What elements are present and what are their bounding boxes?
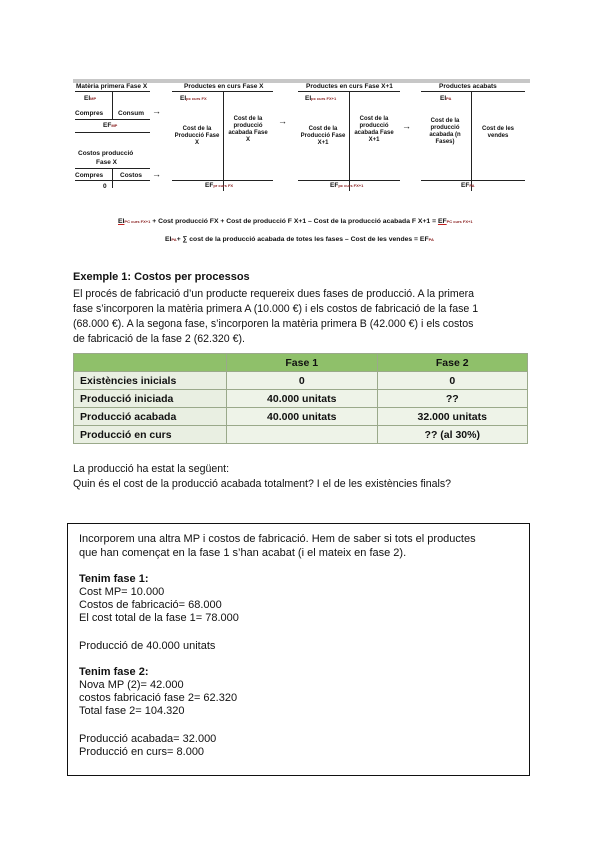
example-title: Exemple 1: Costos per processos (73, 271, 250, 283)
row-label: Producció iniciada (74, 390, 227, 408)
account1b-title-2: Fase X (96, 159, 117, 166)
account4-left: Cost de la producció acabada (n Fases) (429, 118, 461, 145)
answer-intro-1: Incorporem una altra MP i costos de fabricació. Hem de saber si tots el productes (79, 533, 476, 545)
phases-table (73, 353, 528, 444)
row-value-f1: 0 (227, 372, 378, 390)
phase2-line-1: Nova MP (2)= 42.000 (79, 679, 184, 691)
account4-right: Cost de les vendes (481, 126, 514, 139)
account1b-zero: 0 (103, 183, 107, 190)
arrow-icon: → (278, 116, 287, 126)
account1-compres: Compres (75, 110, 104, 117)
formula-1: EIPC curs FX+1 + Cost producció FX + Cost de producció F X+1 – Cost de la producció acabada F X+1 = EFPC curs FX+1 (118, 218, 473, 225)
account3-left: Cost de la Producció Fase X+1 (300, 126, 346, 146)
table-header-cell: Fase 2 (377, 354, 528, 372)
row-value-f1 (227, 426, 378, 444)
phase2-line-2: costos fabricació fase 2= 62.320 (79, 692, 238, 704)
account1b-title-1: Costos producció (78, 150, 134, 157)
after-table-line-1: La producció ha estat la següent: (73, 463, 230, 475)
row-value-f1: 40.000 unitats (227, 408, 378, 426)
account1b-compres: Compres (75, 172, 104, 179)
phase1-line-3: El cost total de la fase 1= 78.000 (79, 612, 239, 624)
account2-title: Productes en curs Fase X (184, 83, 264, 90)
account2-ei: EIpc curs FX (180, 95, 207, 102)
table-row (74, 390, 528, 408)
table-header-cell (74, 354, 227, 372)
answer-box (67, 523, 530, 776)
account2-left: Cost de la Producció Fase X (174, 126, 220, 146)
after-table-line-2: Quin és el cost de la producció acabada totalment? I el de les existències finals? (73, 478, 452, 490)
account3-right: Cost de la producció acabada Fase X+1 (354, 116, 394, 143)
example-line-2: fase s’incorporen la matèria primera A (10.000 €) i els costos de fabricació de la fase 1 (73, 303, 479, 315)
row-value-f2: 0 (377, 372, 528, 390)
row-label: Existències inicials (74, 372, 227, 390)
row-value-f1: 40.000 unitats (227, 390, 378, 408)
phase1-line-1: Cost MP= 10.000 (79, 586, 165, 598)
account4-ei: EIPA (440, 95, 452, 102)
answer-intro-2: que han començat en la fase 1 s’han acabat (i el mateix en fase 2). (79, 547, 407, 559)
account2-right: Cost de la producció acabada Fase X (228, 116, 268, 143)
table-row (74, 426, 528, 444)
account4-title: Productes acabats (439, 83, 497, 90)
account3-ef: EFpc curs FX+1 (330, 182, 364, 189)
arrow-icon: → (152, 106, 161, 116)
phase1-title: Tenim fase 1: (79, 573, 149, 585)
arrow-icon: → (402, 121, 411, 131)
account3-ei: EIpc curs FX+1 (305, 95, 337, 102)
table-header-row (74, 354, 528, 372)
row-value-f2: 32.000 unitats (377, 408, 528, 426)
account2-ef: EFpr curs FX (205, 182, 234, 189)
example-line-4: de fabricació de la fase 2 (62.320 €). (73, 333, 245, 345)
account1b-costos: Costos (120, 172, 143, 179)
phase2-title: Tenim fase 2: (79, 666, 149, 678)
phase1-line-2: Costos de fabricació= 68.000 (79, 599, 222, 611)
phase2-line-5: Producció en curs= 8.000 (79, 746, 205, 758)
row-value-f2: ?? (377, 390, 528, 408)
row-label: Producció acabada (74, 408, 227, 426)
row-label: Producció en curs (74, 426, 227, 444)
phase2-line-4: Producció acabada= 32.000 (79, 733, 217, 745)
phase2-line-3: Total fase 2= 104.320 (79, 705, 185, 717)
formula-2: EIPA+ ∑ cost de la producció acabada de totes les fases – Cost de les vendes = EFPA (165, 236, 434, 243)
example-line-3: (68.000 €). A la segona fase, s’incorporen la matèria primera B (42.000 €) i els costos (73, 318, 474, 330)
table-header-cell: Fase 1 (227, 354, 378, 372)
account1-consum: Consum (118, 110, 144, 117)
account1-ei: EIMP (84, 95, 97, 102)
row-value-f2: ?? (al 30%) (377, 426, 528, 444)
table-row (74, 408, 528, 426)
account4-ef: EFPA (461, 182, 475, 189)
example-line-1: El procés de fabricació d’un producte requereix dues fases de producció. A la primera (73, 288, 475, 300)
arrow-icon: → (152, 169, 161, 179)
account3-title: Productes en curs Fase X+1 (306, 83, 393, 90)
phase1-production: Producció de 40.000 unitats (79, 640, 216, 652)
account1-ef: EFMP (103, 122, 118, 129)
account1-title: Matèria primera Fase X (76, 83, 148, 90)
table-row (74, 372, 528, 390)
